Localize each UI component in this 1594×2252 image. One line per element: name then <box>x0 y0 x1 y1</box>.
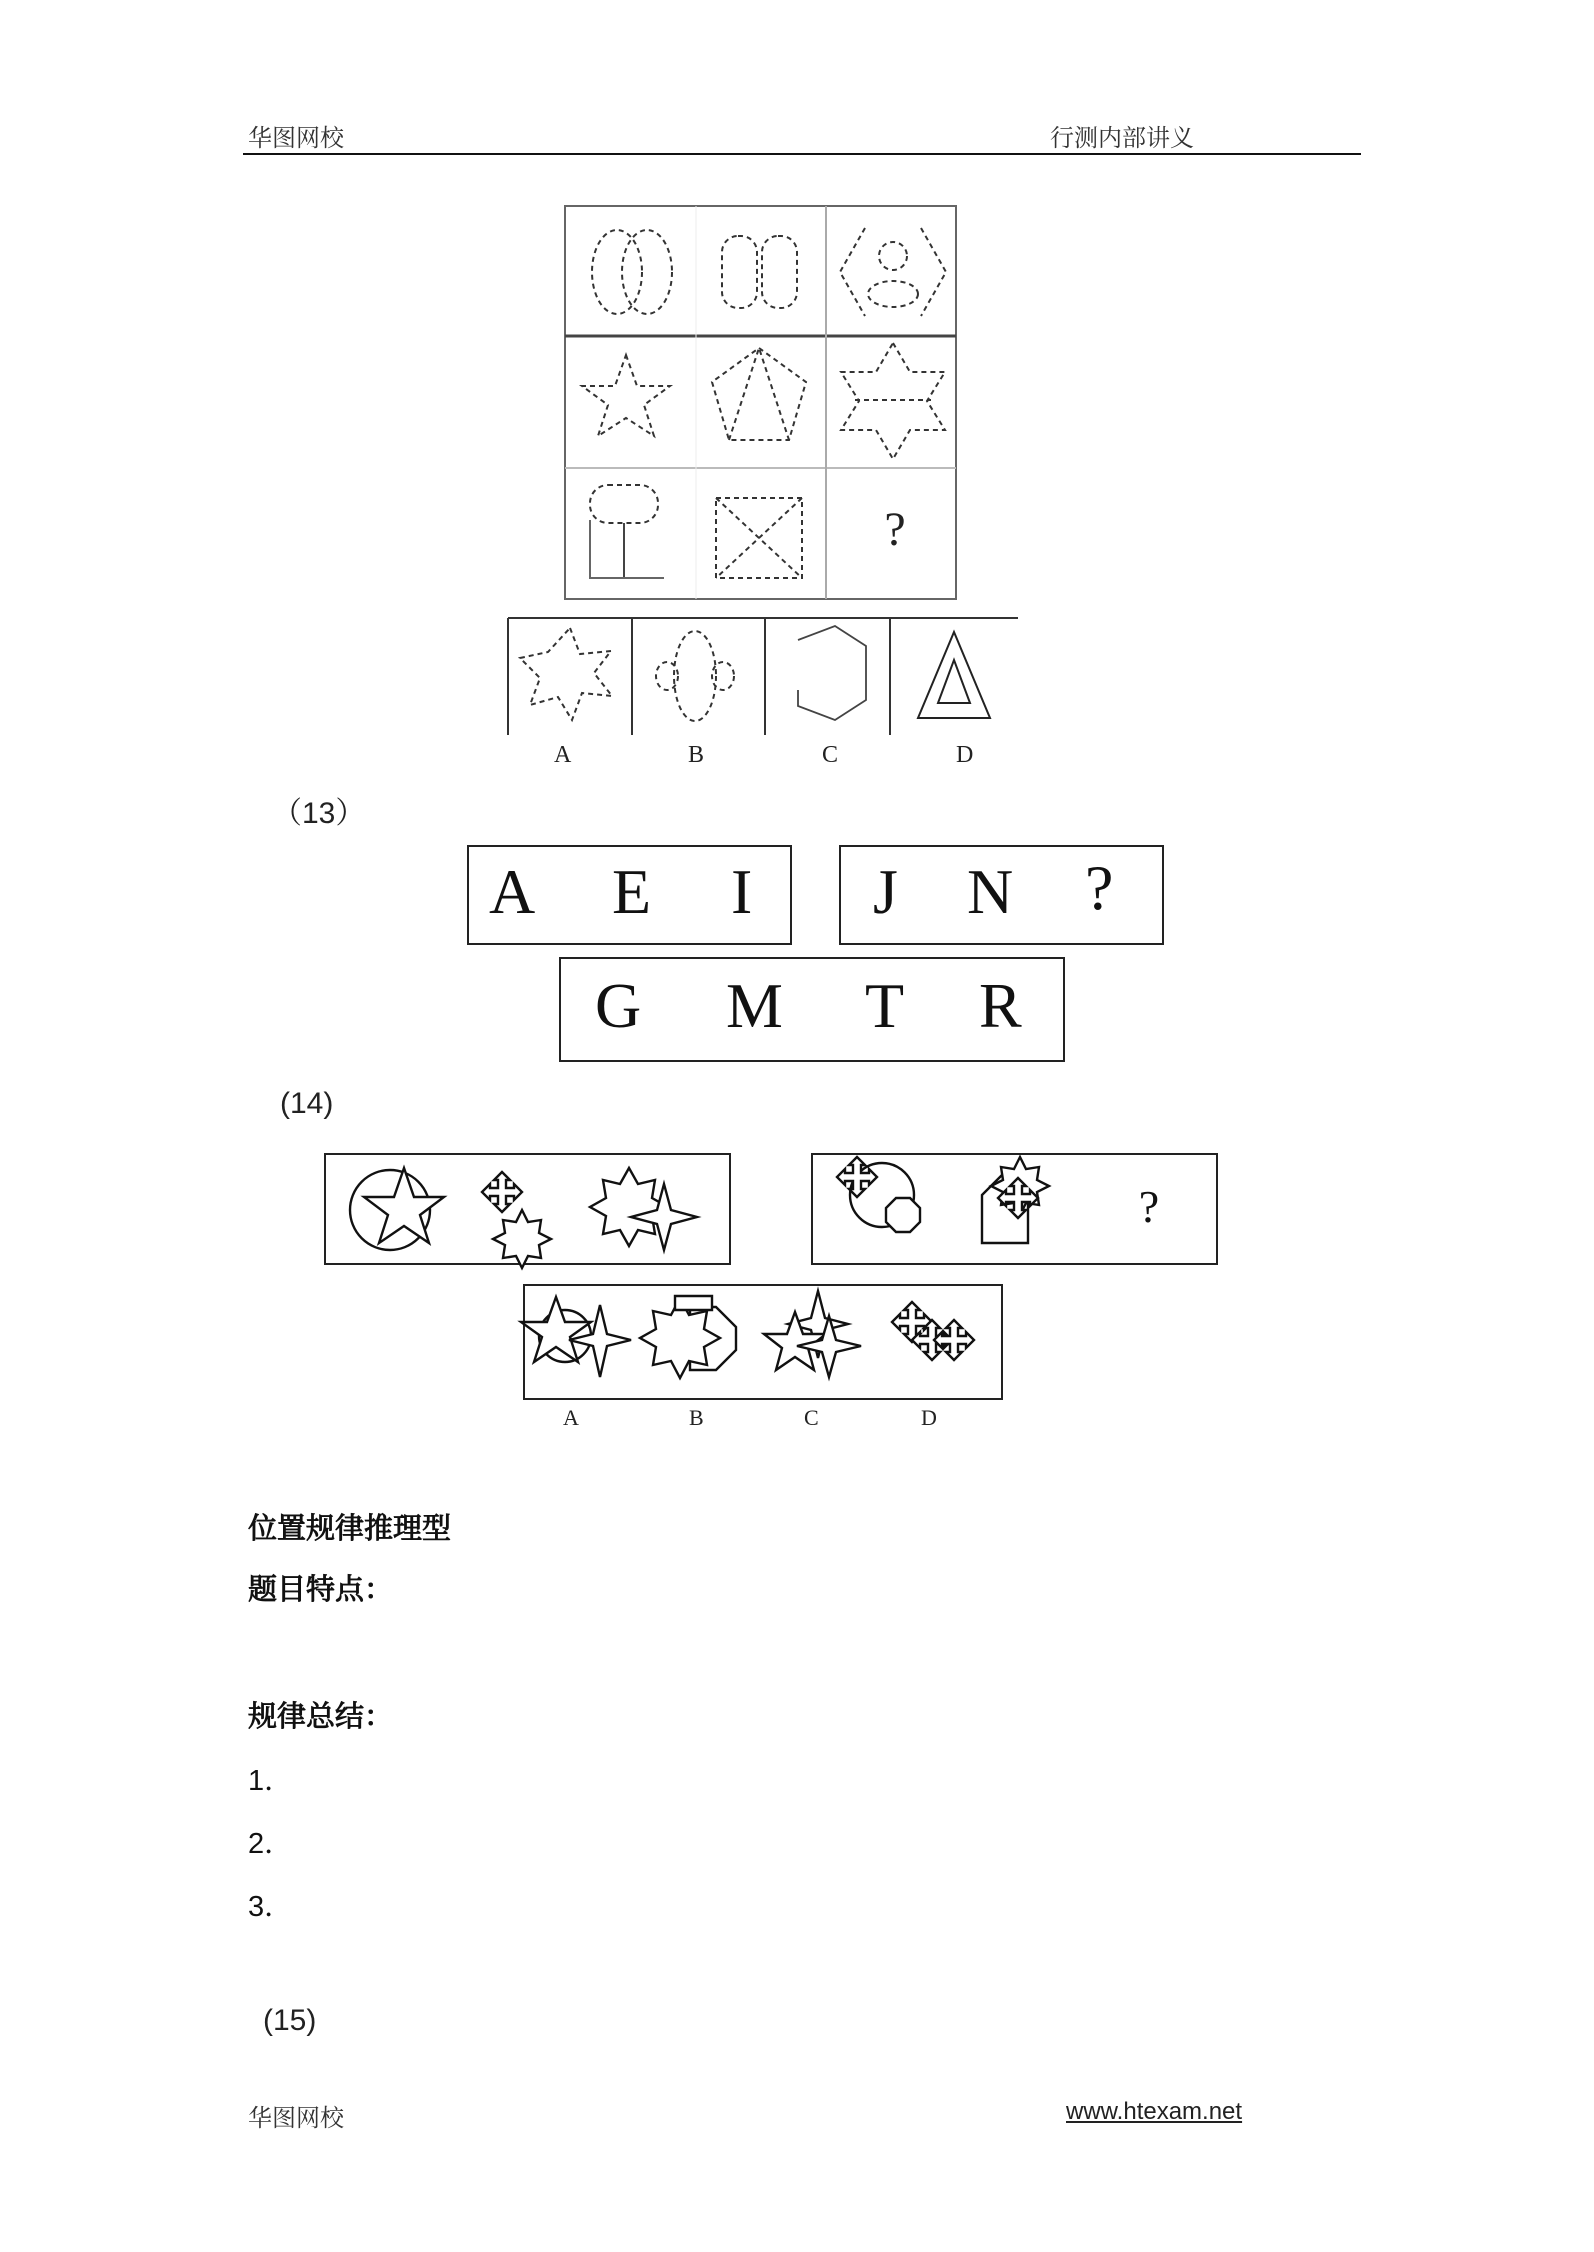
summary-item-3: 3． <box>248 1891 294 1923</box>
summary-item-1: 1． <box>248 1765 294 1797</box>
q12-option-a-label: A <box>554 742 572 768</box>
q13-box1-letter: I <box>731 856 753 927</box>
summary-item-2: 2． <box>248 1828 294 1860</box>
q12-option-b-label: B <box>688 742 705 768</box>
q13-choice-letter: R <box>979 970 1022 1041</box>
q13-choice-letter: G <box>595 970 642 1041</box>
q13-box2-letter: N <box>967 856 1014 927</box>
q12-option-c-label: C <box>822 742 839 768</box>
footer-left-title: 华图网校 <box>248 2104 344 2132</box>
q15-number: (15) <box>263 2004 317 2037</box>
header-right-title: 行测内部讲义 <box>1050 124 1194 152</box>
q14-option-a-label: A <box>563 1405 579 1430</box>
q12-option-d-label: D <box>956 742 974 768</box>
header-left-title: 华图网校 <box>248 124 344 152</box>
q13-choice-letter: T <box>865 970 905 1041</box>
q13-number: （13） <box>272 797 366 830</box>
section-title: 位置规律推理型 <box>248 1511 452 1545</box>
q14-question-mark: ? <box>1138 1181 1160 1232</box>
q13-box1-letter: E <box>612 856 652 927</box>
summary-label: 规律总结： <box>248 1699 394 1733</box>
q13-box1-letter: A <box>489 856 536 927</box>
q14-option-c-label: C <box>804 1405 819 1430</box>
q13-box2-question-mark: ? <box>1085 852 1114 923</box>
q13-box2-letter: J <box>873 856 898 927</box>
q14-option-d-label: D <box>921 1405 937 1430</box>
q14-option-b-label: B <box>689 1405 704 1430</box>
features-label: 题目特点： <box>248 1572 394 1606</box>
q12-question-mark: ? <box>884 503 906 556</box>
q14-number: (14) <box>280 1087 334 1120</box>
q13-choice-letter: M <box>726 970 783 1041</box>
footer-url-link[interactable]: www.htexam.net <box>1066 2098 1243 2125</box>
